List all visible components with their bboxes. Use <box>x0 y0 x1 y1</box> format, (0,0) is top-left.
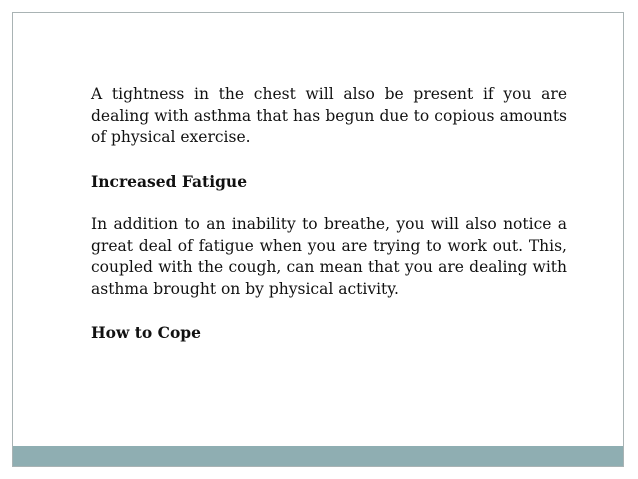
slide-body <box>91 84 567 344</box>
spacer <box>91 300 567 322</box>
heading-increased-fatigue: Increased Fatigue <box>91 171 248 191</box>
spacer <box>91 192 567 214</box>
paragraph-chest-tightness: A tightness in the chest will also be present if you are dealing with asthma that has begun due to copious amounts of physical exercise. <box>91 85 567 146</box>
paragraph-fatigue: In addition to an inability to breathe, you will also notice a great deal of fatigue when you are trying to work out. This, coupled with the cough, can mean that you are dealing with asthma brought on by physical activity. <box>91 215 567 298</box>
spacer <box>91 149 567 171</box>
footer-band <box>13 446 623 466</box>
heading-how-to-cope: How to Cope <box>91 323 201 342</box>
